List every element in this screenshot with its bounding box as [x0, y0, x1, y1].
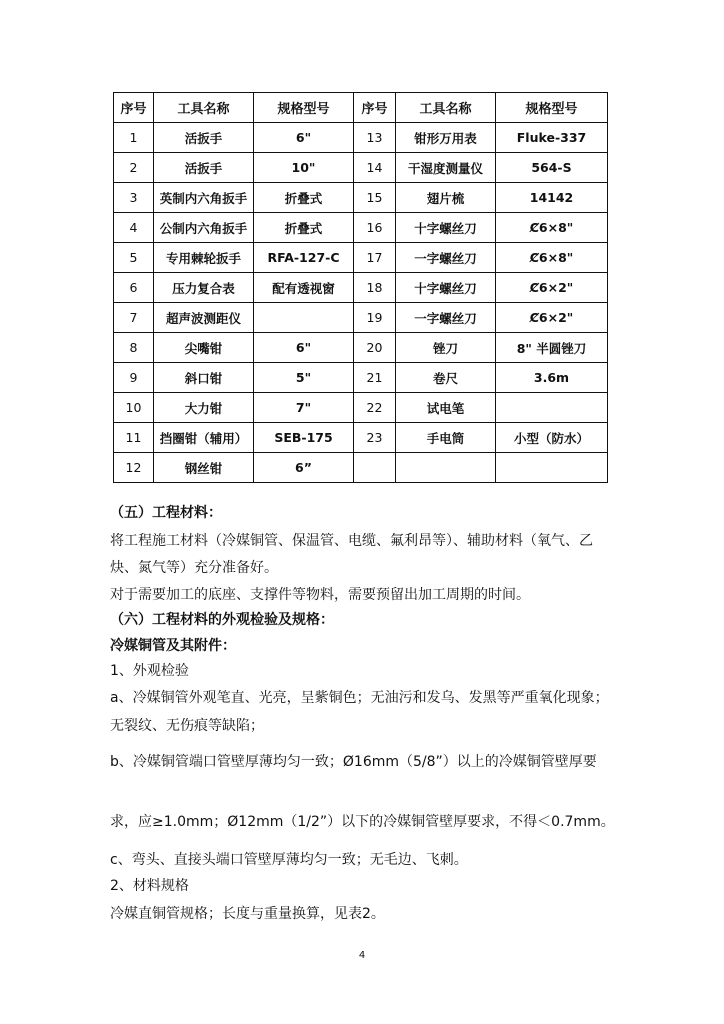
cell-tool-name: 活扳手: [154, 153, 254, 183]
cell-tool-name: [396, 453, 496, 483]
cell-spec: Ȼ6×8": [496, 243, 608, 273]
tools-table: [113, 92, 608, 483]
cell-spec: 折叠式: [254, 213, 354, 243]
table-row: [114, 333, 608, 363]
cell-tool-name: 十字螺丝刀: [396, 273, 496, 303]
cell-tool-name: 钢丝钳: [154, 453, 254, 483]
section6-title: （六）工程材料的外观检验及规格：: [110, 612, 334, 628]
header-index: 序号: [354, 93, 396, 123]
paragraph-line: 对于需要加工的底座、支撑件等物料，需要预留出加工周期的时间。: [110, 587, 530, 603]
cell-tool-name: 大力钳: [154, 393, 254, 423]
cell-index: 6: [114, 273, 154, 303]
paragraph-line: 炔、氮气等）充分准备好。: [110, 560, 278, 576]
cell-index: 9: [114, 363, 154, 393]
cell-index: 2: [114, 153, 154, 183]
cell-spec: 6": [254, 333, 354, 363]
paragraph-line: 将工程施工材料（冷媒铜管、保温管、电缆、氟利昂等）、辅助材料（氧气、乙: [110, 533, 593, 549]
cell-spec: RFA-127-C: [254, 243, 354, 273]
cell-spec: [496, 453, 608, 483]
cell-spec: 配有透视窗: [254, 273, 354, 303]
table-header-row: [114, 93, 608, 123]
table-row: [114, 153, 608, 183]
cell-tool-name: 干湿度测量仪: [396, 153, 496, 183]
table-row: [114, 303, 608, 333]
section5-title: （五）工程材料：: [110, 505, 222, 521]
header-spec: 规格型号: [254, 93, 354, 123]
cell-index: 14: [354, 153, 396, 183]
cell-tool-name: 手电筒: [396, 423, 496, 453]
cell-index: 1: [114, 123, 154, 153]
cell-index: 7: [114, 303, 154, 333]
cell-index: 20: [354, 333, 396, 363]
cell-tool-name: 尖嘴钳: [154, 333, 254, 363]
cell-index: 19: [354, 303, 396, 333]
paragraph-line: 无裂纹、无伤痕等缺陷；: [110, 718, 264, 734]
cell-tool-name: 卷尺: [396, 363, 496, 393]
cell-index: 4: [114, 213, 154, 243]
header-spec: 规格型号: [496, 93, 608, 123]
cell-tool-name: 专用棘轮扳手: [154, 243, 254, 273]
cell-spec: 564-S: [496, 153, 608, 183]
cell-spec: 6": [254, 123, 354, 153]
cell-index: 5: [114, 243, 154, 273]
cell-tool-name: 翅片梳: [396, 183, 496, 213]
cell-spec: 7": [254, 393, 354, 423]
cell-spec: 小型（防水）: [496, 423, 608, 453]
table-row: [114, 213, 608, 243]
table-row: [114, 423, 608, 453]
cell-tool-name: 一字螺丝刀: [396, 243, 496, 273]
cell-tool-name: 公制内六角扳手: [154, 213, 254, 243]
item-heading: 2、材料规格: [110, 878, 189, 894]
cell-index: 15: [354, 183, 396, 213]
table-row: [114, 123, 608, 153]
cell-index: 11: [114, 423, 154, 453]
paragraph-line: b、冷媒铜管端口管壁厚薄均匀一致；Ø16mm（5/8”）以上的冷媒铜管壁厚要: [110, 754, 597, 770]
cell-index: 12: [114, 453, 154, 483]
paragraph-line: a、冷媒铜管外观笔直、光亮，呈紫铜色；无油污和发乌、发黑等严重氧化现象；: [110, 690, 609, 706]
cell-spec: 14142: [496, 183, 608, 213]
cell-spec: SEB-175: [254, 423, 354, 453]
paragraph-line: 求，应≥1.0mm；Ø12mm（1/2”）以下的冷媒铜管壁厚要求，不得＜0.7mm。: [110, 814, 615, 830]
cell-index: 17: [354, 243, 396, 273]
cell-tool-name: 压力复合表: [154, 273, 254, 303]
cell-tool-name: 挡圈钳（辅用）: [154, 423, 254, 453]
cell-tool-name: 试电笔: [396, 393, 496, 423]
table-row: [114, 363, 608, 393]
cell-spec: 5": [254, 363, 354, 393]
page-number: 4: [358, 950, 366, 961]
cell-index: 13: [354, 123, 396, 153]
table-row: [114, 393, 608, 423]
table-row: [114, 273, 608, 303]
table-row: [114, 183, 608, 213]
paragraph-line: c、弯头、直接头端口管壁厚薄均匀一致；无毛边、飞刺。: [110, 852, 468, 868]
cell-spec: 6”: [254, 453, 354, 483]
cell-index: 3: [114, 183, 154, 213]
cell-index: 21: [354, 363, 396, 393]
subtitle: 冷媒铜管及其附件：: [110, 638, 236, 654]
cell-tool-name: 十字螺丝刀: [396, 213, 496, 243]
cell-index: 8: [114, 333, 154, 363]
cell-spec: [496, 393, 608, 423]
header-index: 序号: [114, 93, 154, 123]
cell-tool-name: 锉刀: [396, 333, 496, 363]
cell-spec: Ȼ6×2": [496, 303, 608, 333]
cell-spec: 折叠式: [254, 183, 354, 213]
cell-index: [354, 453, 396, 483]
cell-tool-name: 钳形万用表: [396, 123, 496, 153]
cell-index: 22: [354, 393, 396, 423]
cell-tool-name: 斜口钳: [154, 363, 254, 393]
cell-spec: 8" 半圆锉刀: [496, 333, 608, 363]
cell-index: 16: [354, 213, 396, 243]
paragraph-line: 冷媒直铜管规格；长度与重量换算，见表2。: [110, 906, 385, 922]
header-tool-name: 工具名称: [154, 93, 254, 123]
table-row: [114, 453, 608, 483]
cell-tool-name: 一字螺丝刀: [396, 303, 496, 333]
cell-spec: Ȼ6×2": [496, 273, 608, 303]
cell-tool-name: 超声波测距仪: [154, 303, 254, 333]
cell-index: 23: [354, 423, 396, 453]
cell-spec: 3.6m: [496, 363, 608, 393]
cell-tool-name: 活扳手: [154, 123, 254, 153]
cell-tool-name: 英制内六角扳手: [154, 183, 254, 213]
cell-index: 10: [114, 393, 154, 423]
table-row: [114, 243, 608, 273]
cell-spec: Ȼ6×8": [496, 213, 608, 243]
cell-spec: [254, 303, 354, 333]
cell-spec: 10": [254, 153, 354, 183]
cell-index: 18: [354, 273, 396, 303]
header-tool-name: 工具名称: [396, 93, 496, 123]
item-heading: 1、外观检验: [110, 663, 189, 679]
cell-spec: Fluke-337: [496, 123, 608, 153]
